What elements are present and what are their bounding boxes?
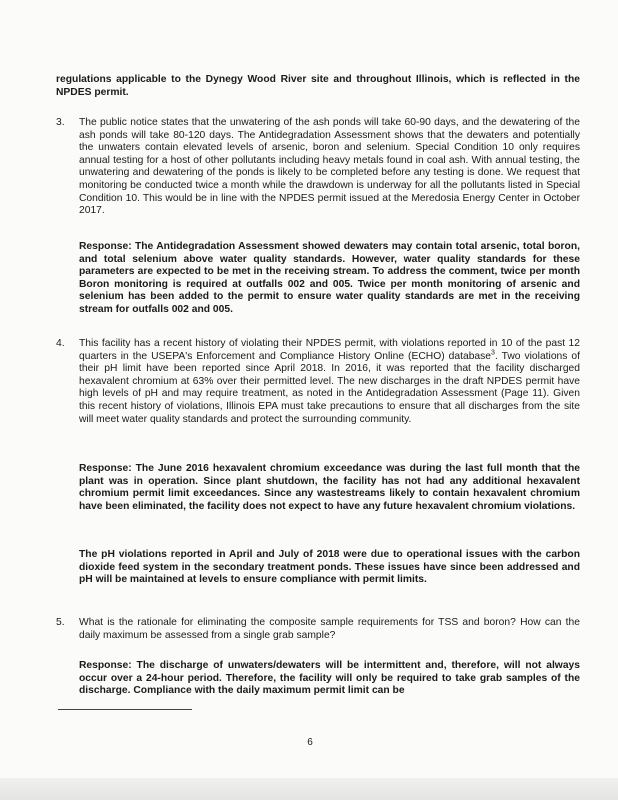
- page-number: 6: [307, 737, 313, 748]
- item-number: 4.: [56, 338, 65, 349]
- footnote-divider: [58, 709, 192, 710]
- list-item-4: [56, 338, 580, 426]
- response-item-4-continued: The pH violations reported in April and July of 2018 were due to operational issues with the carbon dioxide feed system in the secondary treatment ponds. These issues have since been addressed and pH will be maintained at levels to ensure compliance with permit limits.: [79, 549, 580, 586]
- response-item-5: Response: The discharge of unwaters/dewaters will be intermittent and, therefore, will not always occur over a 24-hour period. Therefore, the facility will only be required to take grab samples of the discharge. Compliance with the daily maximum permit limit can be: [79, 660, 580, 697]
- list-item-3: [56, 117, 580, 218]
- footnote-reference: 3: [491, 349, 495, 357]
- item-text: What is the rationale for eliminating the composite sample requirements for TSS and boron? How can the daily maximum be assessed from a single grab sample?: [79, 617, 580, 641]
- intro-paragraph: regulations applicable to the Dynegy Wood River site and throughout Illinois, which is reflected in the NPDES permit.: [56, 74, 580, 98]
- list-item-5: [56, 617, 580, 642]
- item-text-part-2: . Two violations of their pH limit have been reported since April 2018. In 2016, it was reported that the facility discharged hexavalent chromium at 63% over their permitted level. The new discharges in the draft NPDES permit have high levels of pH and may require treatment, as noted in the Antidegradation Assessment (Page 11). Given this recent history of violations, Illinois EPA must take precautions to ensure that all discharges from the site will meet water quality standards and protect the surrounding community.: [79, 350, 580, 425]
- response-item-3: Response: The Antidegradation Assessment showed dewaters may contain total arsenic, total boron, and total selenium above water quality standards. However, water quality standards for these parameters are expected to be met in the receiving stream. To address the comment, twice per month Boron monitoring is required at outfalls 002 and 005. Twice per month monitoring of arsenic and selenium has been added to the permit to ensure water quality standards are met in the receiving stream for outfalls 002 and 005.: [79, 241, 580, 315]
- scan-edge: [0, 778, 618, 800]
- item-number: 5.: [56, 617, 65, 628]
- item-text-part-1: This facility has a recent history of violating their NPDES permit, with violations reported in 10 of the past 12 quarters in the USEPA's Enforcement and Compliance History Online (ECHO) database: [79, 338, 580, 362]
- item-text: The public notice states that the unwatering of the ash ponds will take 60-90 days, and the dewatering of the ash ponds will take 80-120 days. The Antidegradation Assessment shows that the dewaters and potentially the unwaters contain elevated levels of arsenic, boron and selenium. Special Condition 10 only requires annual testing for a host of other pollutants including heavy metals found in coal ash. With annual testing, the unwatering and dewatering of the ponds is likely to be completed before any testing is done. We request that monitoring be conducted twice a month while the drawdown is underway for all the pollutants listed in Special Condition 10. This would be in line with the NPDES permit issued at the Meredosia Energy Center in October 2017.: [79, 117, 580, 217]
- item-number: 3.: [56, 117, 65, 128]
- response-item-4: Response: The June 2016 hexavalent chromium exceedance was during the last full month that the plant was in operation. Since plant shutdown, the facility has not had any additional hexavalent chromium permit limit exceedances. Since any wastestreams likely to contain hexavalent chromium have been eliminated, the facility does not expect to have any future hexavalent chromium violations.: [79, 463, 580, 512]
- item-text: [79, 338, 580, 426]
